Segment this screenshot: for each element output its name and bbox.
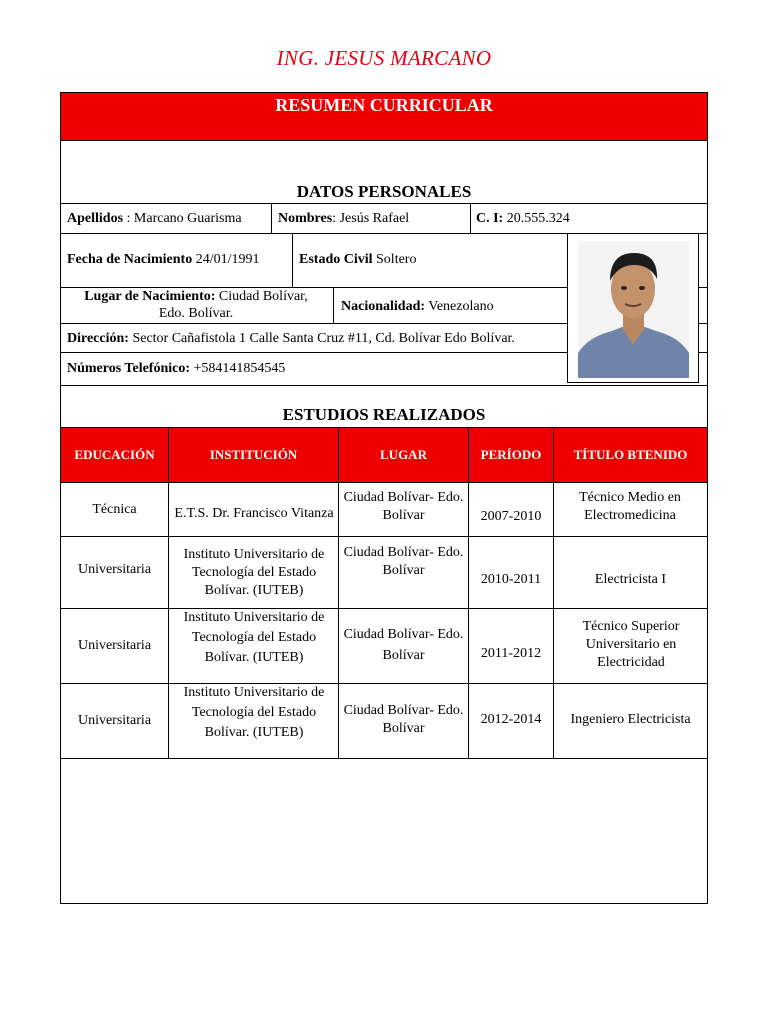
table-cell-periodo: 2010-2011 [480, 572, 542, 587]
resume-frame [60, 92, 708, 904]
table-cell-institucion: Instituto Universitario de Tecnología del Estado Bolívar. (IUTEB) [183, 547, 325, 598]
table-cell-educacion: Técnica [92, 501, 137, 517]
table-cell-titulo: Técnico Superior Universitario en Electricidad [582, 619, 680, 670]
table-cell-institucion: Instituto Universitario de Tecnología del Estado Bolívar. (IUTEB) [183, 610, 325, 665]
nacionalidad-field: Nacionalidad: Venezolano [341, 299, 494, 314]
ci-field: C. I: 20.555.324 [476, 211, 570, 226]
profile-photo-frame [567, 233, 699, 383]
table-cell-educacion: Universitaria [77, 713, 152, 728]
table-cell-titulo: Electricista I [594, 572, 667, 587]
table-cell-periodo: 2012-2014 [480, 712, 542, 727]
table-cell-lugar: Ciudad Bolívar- Edo. Bolívar [343, 490, 464, 523]
table-cell-institucion: E.T.S. Dr. Francisco Vitanza [174, 506, 334, 521]
studies-section-title: ESTUDIOS REALIZADOS [282, 405, 486, 424]
col-header-titulo: TÍTULO BTENIDO [554, 428, 707, 482]
nombres-field: Nombres: Jesús Rafael [278, 211, 410, 226]
table-cell-titulo: Técnico Medio en Electromedicina [579, 490, 681, 523]
table-cell-lugar: Ciudad Bolívar- Edo. Bolívar [343, 545, 464, 578]
table-cell-institucion: Instituto Universitario de Tecnología del Estado Bolívar. (IUTEB) [183, 685, 325, 740]
col-header-lugar: LUGAR [339, 428, 468, 482]
direccion-field: Dirección: Sector Cañafistola 1 Calle Santa Cruz #11, Cd. Bolívar Edo Bolívar. [67, 331, 515, 346]
col-header-institucion: INSTITUCIÓN [169, 428, 338, 482]
col-header-educacion: EDUCACIÓN [61, 428, 168, 482]
table-cell-lugar: Ciudad Bolívar- Edo. Bolívar [343, 627, 464, 663]
header-bar [61, 93, 707, 141]
lugar-nacimiento-field: Lugar de Nacimiento: Ciudad Bolívar, Edo. Bolívar. [84, 289, 308, 321]
fecha-nacimiento-field: Fecha de Nacimiento 24/01/1991 [67, 252, 260, 267]
table-cell-periodo: 2007-2010 [480, 509, 542, 524]
header-title: RESUMEN CURRICULAR [275, 95, 493, 115]
table-cell-educacion: Universitaria [77, 562, 152, 577]
col-header-periodo: PERÍODO [469, 428, 553, 482]
table-cell-lugar: Ciudad Bolívar- Edo. Bolívar [343, 703, 464, 736]
telefono-field: Números Telefónico: +584141854545 [67, 361, 286, 376]
name-title: ING. JESUS MARCANO [276, 46, 492, 70]
apellidos-field: Apellidos : Marcano Guarisma [67, 211, 242, 226]
table-cell-titulo: Ingeniero Electricista [570, 712, 691, 727]
profile-photo [578, 241, 689, 378]
person-portrait-icon [578, 241, 689, 378]
personal-section-title: DATOS PERSONALES [296, 182, 472, 201]
table-cell-educacion: Universitaria [77, 638, 152, 653]
table-cell-periodo: 2011-2012 [480, 646, 542, 661]
estado-civil-field: Estado Civil Soltero [299, 252, 417, 267]
divider [61, 203, 707, 204]
